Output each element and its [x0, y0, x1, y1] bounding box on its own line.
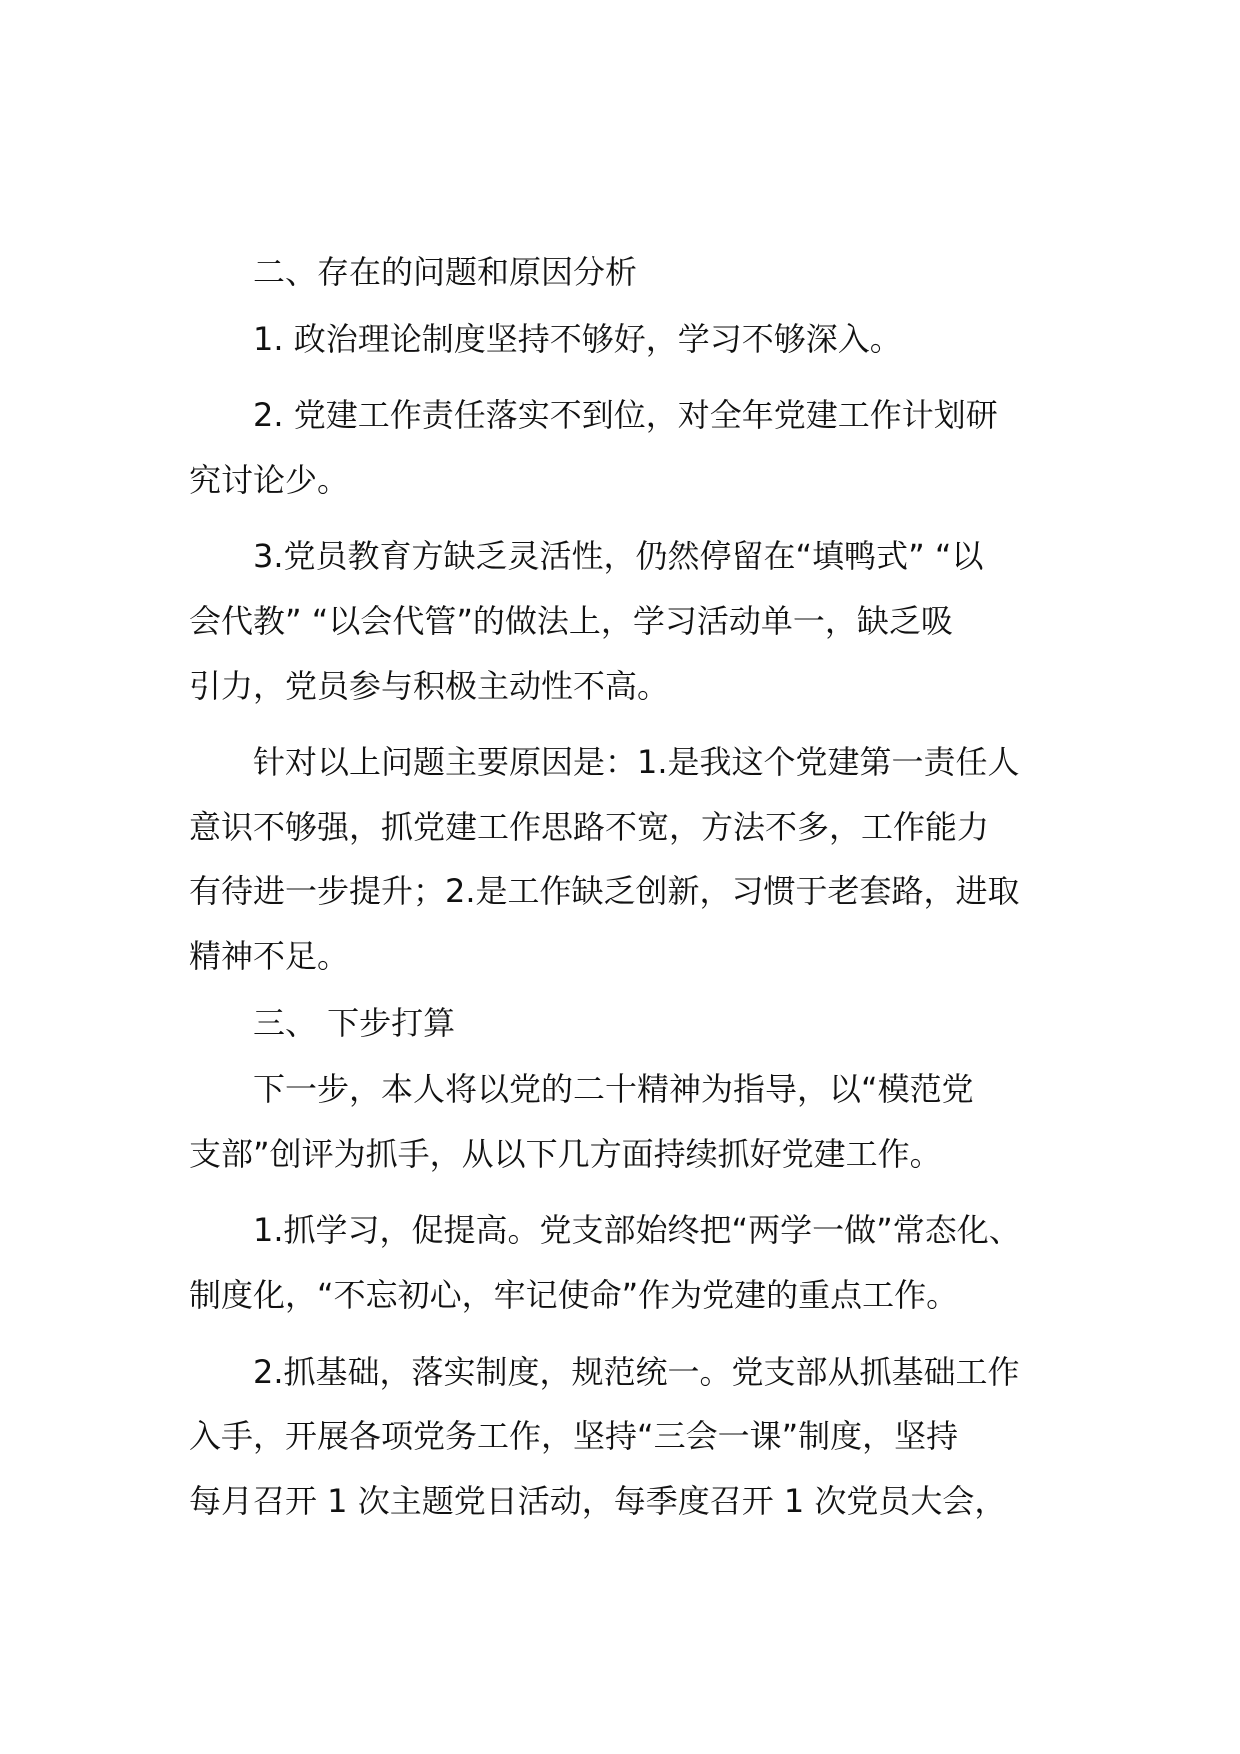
text-line: 意识不够强，抓党建工作思路不宽，方法不多，工作能力 — [189, 807, 990, 846]
paragraph-next-2 — [189, 1340, 1069, 1534]
text-line: 入手，开展各项党务工作，坚持“三会一课”制度，坚持 — [189, 1417, 959, 1456]
text-line: 会代教” “以会代管”的做法上，学习活动单一，缺乏吸 — [189, 601, 953, 640]
text-line: 每月召开 1 次主题党日活动，每季度召开 1 次党员大会， — [189, 1481, 1007, 1520]
document-body — [189, 240, 1069, 1533]
section-heading-problems — [189, 240, 1069, 305]
text-line: 究讨论少。 — [189, 460, 350, 499]
paragraph-next-intro — [189, 1057, 1069, 1186]
text-line: 3.党员教育方缺乏灵活性，仍然停留在“填鸭式” “以 — [253, 537, 984, 576]
text-line: 支部”创评为抓手，从以下几方面持续抓好党建工作。 — [189, 1134, 942, 1173]
text-line: 2. 党建工作责任落实不到位，对全年党建工作计划研 — [253, 396, 998, 435]
paragraph-problem-1 — [189, 307, 1069, 372]
paragraph-next-1 — [189, 1198, 1069, 1327]
text-line: 三、 下步打算 — [253, 1003, 456, 1042]
text-line: 下一步，本人将以党的二十精神为指导，以“模范党 — [253, 1070, 974, 1109]
text-line: 有待进一步提升；2.是工作缺乏创新，习惯于老套路，进取 — [189, 872, 1020, 911]
text-line: 1.抓学习，促提高。党支部始终把“两学一做”常态化、 — [253, 1211, 1021, 1250]
paragraph-problem-3 — [189, 524, 1069, 718]
text-line: 针对以上问题主要原因是：1.是我这个党建第一责任人 — [253, 743, 1020, 782]
text-line: 二、存在的问题和原因分析 — [253, 253, 638, 291]
text-line: 制度化，“不忘初心，牢记使命”作为党建的重点工作。 — [189, 1275, 959, 1314]
text-line: 引力，党员参与积极主动性不高。 — [189, 666, 670, 705]
text-line: 2.抓基础，落实制度，规范统一。党支部从抓基础工作 — [253, 1352, 1020, 1391]
section-heading-next-steps — [189, 991, 1069, 1056]
paragraph-causes — [189, 730, 1069, 988]
text-line: 精神不足。 — [189, 936, 350, 975]
text-line: 1. 政治理论制度坚持不够好，学习不够深入。 — [253, 319, 902, 358]
paragraph-problem-2 — [189, 383, 1069, 512]
